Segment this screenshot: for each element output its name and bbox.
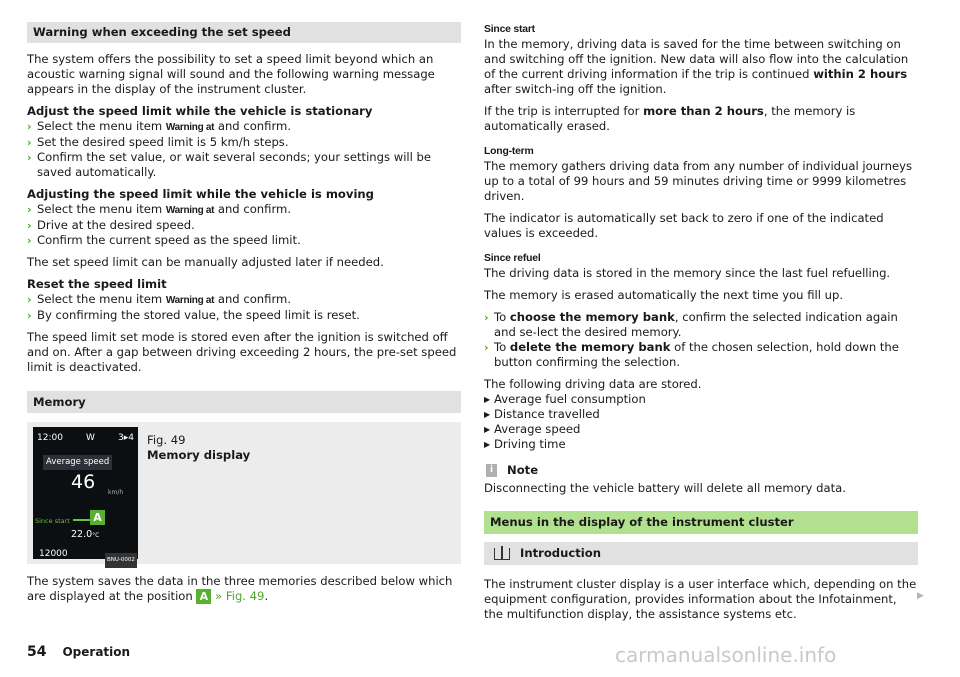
step-item: › Select the menu item Warning at and confirm.	[27, 119, 291, 133]
footer-section: Operation	[62, 645, 131, 659]
chevron-right-icon: ›	[27, 203, 32, 216]
chevron-right-icon: ›	[27, 293, 32, 306]
triangle-bullet-icon: ▶	[484, 425, 491, 434]
since-refuel-p2: The memory is erased automatically the next time you fill up.	[484, 288, 844, 302]
display-since-start: Since start	[35, 517, 70, 525]
figure-link[interactable]: » Fig. 49	[215, 589, 265, 603]
display-direction: W	[86, 433, 95, 443]
note-header	[484, 463, 918, 478]
chevron-right-icon: ›	[27, 136, 32, 149]
chevron-right-icon: ›	[27, 234, 32, 247]
step-item: › Set the desired speed limit is 5 km/h steps.	[27, 135, 289, 149]
list-item: ▶ Average fuel consumption	[484, 392, 646, 406]
menu-item-label: Warning at	[165, 295, 215, 306]
since-start-p1: In the memory, driving data is saved for the time between switching on and switching off the ignition. New data will also flow into the calculation of the current driving information if the trip is continued within 2 hours after switch-ing off the ignition.	[484, 37, 909, 96]
triangle-bullet-icon: ▶	[484, 410, 491, 419]
since-refuel-label: Since refuel	[484, 253, 541, 264]
stationary-block	[27, 104, 461, 180]
watermark: carmanualsonline.info	[615, 643, 837, 667]
memory-intro: The system saves the data in the three memories described below which are displayed at the position A » Fig. 49.	[27, 574, 453, 603]
chapter-heading-menus: Menus in the display of the instrument cluster	[484, 511, 918, 534]
since-refuel-p1: The driving data is stored in the memory since the last fuel refuelling.	[484, 266, 891, 280]
stored-data-list	[484, 377, 918, 452]
step-item: › To delete the memory bank of the chosen selection, hold down the button confirming the selection.	[484, 340, 899, 369]
chevron-right-icon: ›	[484, 341, 489, 354]
position-marker-a: A	[196, 589, 211, 604]
stationary-heading: Adjust the speed limit while the vehicle is stationary	[27, 104, 373, 118]
chevron-right-icon: ›	[27, 309, 32, 322]
display-time: 12:00	[37, 433, 63, 443]
long-term-label: Long-term	[484, 146, 534, 157]
stored-mode-note: The speed limit set mode is stored even after the ignition is switched off and on. After a gap between driving exceeding 2 hours, the pre-set speed limit is deactivated.	[27, 330, 457, 374]
chevron-right-icon: ›	[27, 120, 32, 133]
section-heading-memory: Memory	[27, 391, 461, 413]
triangle-bullet-icon: ▶	[484, 440, 491, 449]
moving-block	[27, 187, 461, 248]
figure-reference-code: BNU-0002	[105, 553, 137, 568]
reset-block	[27, 277, 461, 323]
section-heading-introduction: Introduction	[484, 542, 918, 565]
adjust-note: The set speed limit can be manually adjusted later if needed.	[27, 255, 384, 269]
step-item: › Confirm the set value, or wait several seconds; your settings will be saved automatically.	[27, 150, 432, 179]
left-column	[27, 22, 461, 611]
note-text: Disconnecting the vehicle battery will delete all memory data.	[484, 481, 846, 495]
since-start-p2: If the trip is interrupted for more than 2 hours, the memory is automatically erased.	[484, 104, 856, 133]
figure-49	[27, 422, 461, 564]
step-item: › By confirming the stored value, the speed limit is reset.	[27, 308, 360, 322]
reset-heading: Reset the speed limit	[27, 277, 167, 291]
step-item: › To choose the memory bank, confirm the selected indication again and se-lect the desired memory.	[484, 310, 898, 339]
warning-intro: The system offers the possibility to set a speed limit beyond which an acoustic warning signal will sound and the following warning message appears in the display of the instrument cluster.	[27, 52, 435, 96]
long-term-p2: The indicator is automatically set back to zero if one of the indicated values is exceeded.	[484, 211, 884, 240]
step-item: › Select the menu item Warning at and confirm.	[27, 202, 291, 216]
book-icon	[494, 548, 510, 560]
display-marker-line	[73, 519, 91, 521]
display-status-bar	[37, 431, 134, 446]
section-heading-warning: Warning when exceeding the set speed	[27, 22, 461, 43]
step-item: › Select the menu item Warning at and confirm.	[27, 292, 291, 306]
right-column	[484, 22, 918, 629]
stored-data-intro: The following driving data are stored.	[484, 377, 702, 391]
chevron-right-icon: ›	[27, 219, 32, 232]
since-start-label: Since start	[484, 24, 535, 35]
figure-title: Memory display	[147, 448, 251, 462]
list-item: ▶ Distance travelled	[484, 407, 600, 421]
display-gear: 3▸4	[118, 433, 134, 443]
display-temperature: 22.0°C	[71, 529, 100, 540]
page-number: 54	[27, 644, 47, 660]
page-footer	[27, 645, 130, 660]
memory-bank-steps	[484, 310, 918, 370]
menu-item-label: Warning at	[165, 205, 215, 216]
figure-caption	[147, 433, 250, 463]
step-item: › Drive at the desired speed.	[27, 218, 195, 232]
triangle-bullet-icon: ▶	[484, 395, 491, 404]
display-label: Average speed	[43, 455, 112, 470]
display-odometer: 12000	[39, 549, 68, 559]
step-item: › Confirm the current speed as the speed limit.	[27, 233, 301, 247]
chevron-right-icon: ›	[27, 151, 32, 164]
display-unit: km/h	[108, 489, 124, 496]
chevron-right-icon: ›	[484, 311, 489, 324]
moving-heading: Adjusting the speed limit while the vehicle is moving	[27, 187, 374, 201]
display-speed: 46	[71, 471, 96, 493]
memory-display-image	[33, 427, 138, 563]
continue-arrow-icon: ▶	[917, 591, 924, 601]
list-item: ▶ Average speed	[484, 422, 581, 436]
display-marker-a: A	[90, 510, 105, 525]
long-term-p1: The memory gathers driving data from any number of individual journeys up to a total of 99 hours and 59 minutes driving time or 9999 kilometres driven.	[484, 159, 912, 203]
introduction-text: The instrument cluster display is a user interface which, depending on the equipment configuration, provides information about the Infotainment, the multifunction display, the assistance systems etc.	[484, 577, 917, 621]
menu-item-label: Warning at	[165, 122, 215, 133]
list-item: ▶ Driving time	[484, 437, 566, 451]
figure-number: Fig. 49	[147, 433, 186, 447]
note-heading: Note	[507, 463, 539, 477]
info-icon: i	[486, 464, 497, 477]
